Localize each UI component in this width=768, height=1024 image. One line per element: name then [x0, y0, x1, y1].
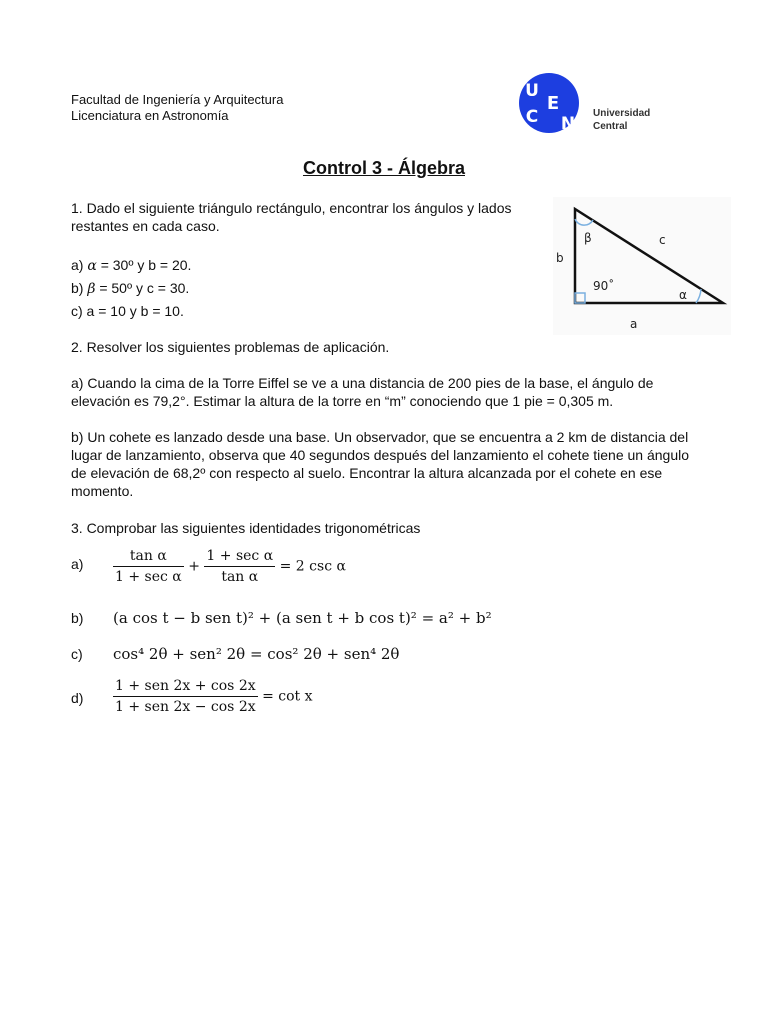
ucen-logo-mark — [518, 72, 580, 134]
label-beta: β — [584, 231, 592, 245]
identity-c: cos⁴ 2θ + sen² 2θ = cos² 2θ + sen⁴ 2θ — [113, 645, 400, 663]
identity-a: $\frac{\text{tan α}}{\text{1 + sec α}}$ + $\frac{\text{1 + sec α}}{\text{tan α}}$ = 2 csc α — [115, 548, 346, 585]
q3-label-c: c) — [71, 646, 83, 662]
svg-text:C: C — [525, 107, 539, 127]
q2-problem-a: a) Cuando la cima de la Torre Eiffel se ve a una distancia de 200 pies de la base, el ángulo de elevación es 79,2°. Estimar la altura de la torre en “m” conociendo que 1 pie = 0,305 m. — [71, 375, 654, 409]
logo-wordmark: Universidad Central — [593, 108, 651, 132]
q1-case-c: c) a = 10 y b = 10. — [71, 303, 184, 319]
svg-text:N: N — [560, 114, 576, 134]
identity-b: (a cos t − b sen t)² + (a sen t + b cos t)² = a² + b² — [113, 609, 492, 627]
label-b: b — [556, 251, 564, 265]
q1-prompt: 1. Dado el siguiente triángulo rectángulo, encontrar los ángulos y lados restantes en cada caso. — [71, 200, 512, 234]
q3-prompt: 3. Comprobar las siguientes identidades trigonométricas — [71, 520, 421, 536]
q3-label-a: a) — [71, 556, 84, 572]
university-logo — [518, 72, 678, 134]
label-c: c — [659, 233, 666, 247]
q3-label-d: d) — [71, 690, 84, 706]
identity-d-fraction: $\frac{\text{1 + sen 2x + cos 2x}}{\text{1 + sen 2x − cos 2x}}$ — [115, 678, 256, 715]
q2-prompt: 2. Resolver los siguientes problemas de aplicación. — [71, 339, 390, 355]
q3-label-b: b) — [71, 610, 84, 626]
faculty-name: Facultad de Ingeniería y Arquitectura — [71, 92, 284, 107]
q2-problem-b: b) Un cohete es lanzado desde una base. Un observador, que se encuentra a 2 km de distancia del lugar de lanzamiento, observa que 40 segundos después del lanzamiento el cohete tiene un ángulo de elevación de 68,2º con respecto al suelo. Encontrar la altura alcanzada por el cohete en ese momento. — [71, 429, 689, 499]
label-a: a — [630, 317, 638, 331]
identity-a-fraction-1: $\frac{\text{tan α}}{\text{1 + sec α}}$ — [115, 548, 182, 585]
q1-case-b: b) β = 50º y c = 30. — [71, 280, 190, 297]
identity-a-fraction-2: $\frac{\text{1 + sec α}}{\text{tan α}}$ — [206, 548, 274, 585]
label-alpha: α — [679, 288, 687, 302]
program-name: Licenciatura en Astronomía — [71, 108, 229, 123]
q1-case-a: a) α = 30º y b = 20. — [71, 257, 192, 274]
triangle-figure — [553, 197, 731, 335]
faculty-header — [71, 92, 283, 124]
page-title: Control 3 - Álgebra — [302, 158, 465, 178]
label-right-angle: 90˚ — [593, 279, 615, 293]
svg-text:U: U — [525, 81, 539, 101]
svg-text:E: E — [546, 93, 560, 114]
identity-d: $\frac{\text{1 + sen 2x + cos 2x}}{\text{1 + sen 2x − cos 2x}}$ = cot x — [115, 678, 313, 715]
